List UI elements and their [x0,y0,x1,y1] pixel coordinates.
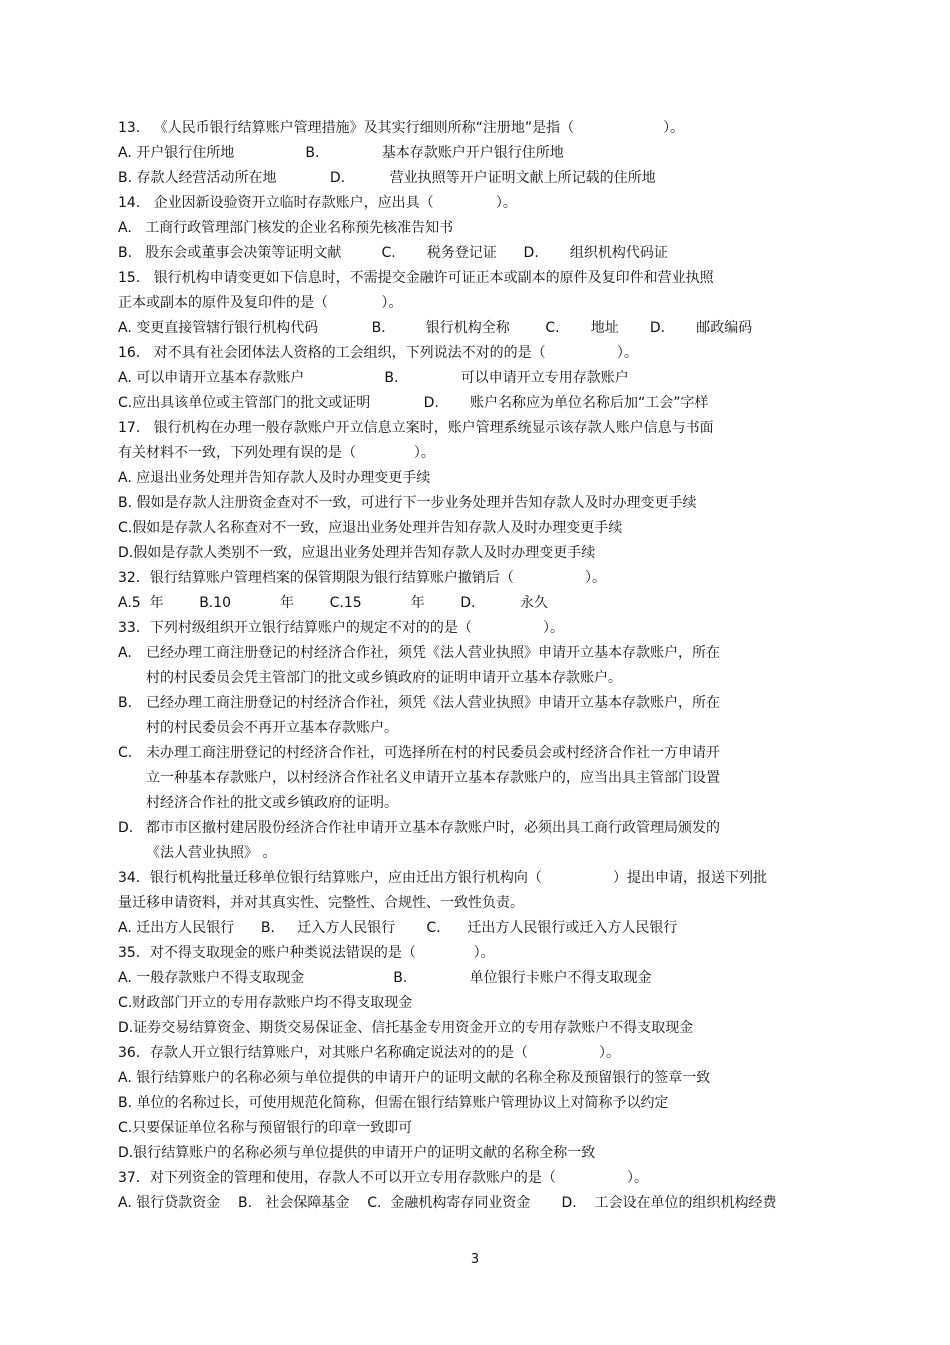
text-line: A. 工商行政管理部门核发的企业名称预先核准告知书 [118,220,454,236]
text-line: 14. 企业因新设验资开立临时存款账户，应出具（ ）。 [118,195,517,211]
text-line: A. 迁出方人民银行 B. 迁入方人民银行 C. 迁出方人民银行或迁入方人民银行 [118,920,678,936]
option-text: 立一种基本存款账户，以村经济合作社名义申请开立基本存款账户的，应当出具主管部门设置 [146,770,720,786]
text-line: B. 单位的名称过长，可使用规范化简称，但需在银行结算账户管理协议上对简称予以约定 [118,1095,669,1111]
text-line: 33．下列村级组织开立银行结算账户的规定不对的的是（ ）。 [118,620,565,636]
text-line: 32．银行结算账户管理档案的保管期限为银行结算账户撤销后（ ）。 [118,570,607,586]
option-text: 已经办理工商注册登记的村经济合作社，须凭《法人营业执照》申请开立基本存款账户，所在 [146,645,720,661]
text-line: A.5 年 B.10 年 C.15 年 D. 永久 [118,595,548,611]
text-line: A. 可以申请开立基本存款账户 B. 可以申请开立专用存款账户 [118,370,629,386]
text-line: B. 存款人经营活动所在地 D. 营业执照等开户证明文献上所记载的住所地 [118,170,656,186]
option-label: D. [118,820,134,836]
text-line: 有关材料不一致，下列处理有误的是（ ）。 [118,445,435,461]
text-line: B. 假如是存款人注册资金查对不一致，可进行下一步业务处理并告知存款人及时办理变更手续 [118,495,697,511]
option-text: 未办理工商注册登记的村经济合作社，可选择所在村的村民委员会或村经济合作社一方申请开 [146,745,720,761]
option-text: 都市市区撤村建居股份经济合作社申请开立基本存款账户时，必须出具工商行政管理局颁发的 [146,820,720,836]
page-number: 3 [470,1252,480,1267]
text-line: D.证券交易结算资金、期货交易保证金、信托基金专用资金开立的专用存款账户不得支取现金 [118,1020,694,1036]
text-line: C.应出具该单位或主管部门的批文或证明 D. 账户名称应为单位名称后加“工会”字样 [118,395,709,411]
text-line: 36．存款人开立银行结算账户，对其账户名称确定说法对的的是（ ）。 [118,1045,621,1061]
option-text: 村经济合作社的批文或乡镇政府的证明。 [146,795,398,811]
option-label: A. [118,645,132,661]
text-line: A. 应退出业务处理并告知存款人及时办理变更手续 [118,470,431,486]
text-line: 量迁移申请资料，并对其真实性、完整性、合规性、一致性负责。 [118,895,524,911]
text-line: A. 开户银行住所地 B. 基本存款账户开户银行住所地 [118,145,564,161]
text-line: C.假如是存款人名称查对不一致，应退出业务处理并告知存款人及时办理变更手续 [118,520,623,536]
option-label: B. [118,695,133,711]
text-line: 15. 银行机构申请变更如下信息时，不需提交金融许可证正本或副本的原件及复印件和营业执照 [118,270,714,286]
text-line: B. 股东会或董事会决策等证明文献 C. 税务登记证 D. 组织机构代码证 [118,245,668,261]
text-line: 37．对下列资金的管理和使用，存款人不可以开立专用存款账户的是（ ）。 [118,1170,649,1186]
option-text: 村的村民委员会凭主管部门的批文或乡镇政府的证明申请开立基本存款账户。 [146,670,622,686]
text-line: 16. 对不具有社会团体法人资格的工会组织，下列说法不对的的是（ ）。 [118,345,638,361]
text-line: 34．银行机构批量迁移单位银行结算账户，应由迁出方银行机构向（ ）提出申请，报送下列批 [118,870,768,886]
text-line: A. 银行贷款资金 B. 社会保障基金 C. 金融机构寄存同业资金 D. 工会设在单位的组织机构经费 [118,1195,777,1211]
text-line: D.银行结算账户的名称必须与单位提供的申请开户的证明文献的名称全称一致 [118,1145,596,1161]
option-text: 《法人营业执照》 。 [146,845,277,861]
option-label: C. [118,745,133,761]
text-line: A. 变更直接管辖行银行机构代码 B. 银行机构全称 C. 地址 D. 邮政编码 [118,320,753,336]
option-text: 已经办理工商注册登记的村经济合作社，须凭《法人营业执照》申请开立基本存款账户，所在 [146,695,720,711]
text-line: C.财政部门开立的专用存款账户均不得支取现金 [118,995,413,1011]
text-line: A. 一般存款账户不得支取现金 B. 单位银行卡账户不得支取现金 [118,970,652,986]
text-line: 35．对不得支取现金的账户种类说法错误的是（ ）。 [118,945,495,961]
text-line: D.假如是存款人类别不一致，应退出业务处理并告知存款人及时办理变更手续 [118,545,596,561]
text-line: 正本或副本的原件及复印件的是（ ）。 [118,295,403,311]
text-line: 17. 银行机构在办理一般存款账户开立信息立案时，账户管理系统显示该存款人账户信息与书面 [118,420,714,436]
text-line: A. 银行结算账户的名称必须与单位提供的申请开户的证明文献的名称全称及预留银行的签章一致 [118,1070,711,1086]
text-line: 13. 《人民币银行结算账户管理措施》及其实行细则所称“注册地”是指（ ）。 [118,120,685,136]
text-line: C.只要保证单位名称与预留银行的印章一致即可 [118,1120,413,1136]
option-text: 村的村民委员会不再开立基本存款账户。 [146,720,398,736]
